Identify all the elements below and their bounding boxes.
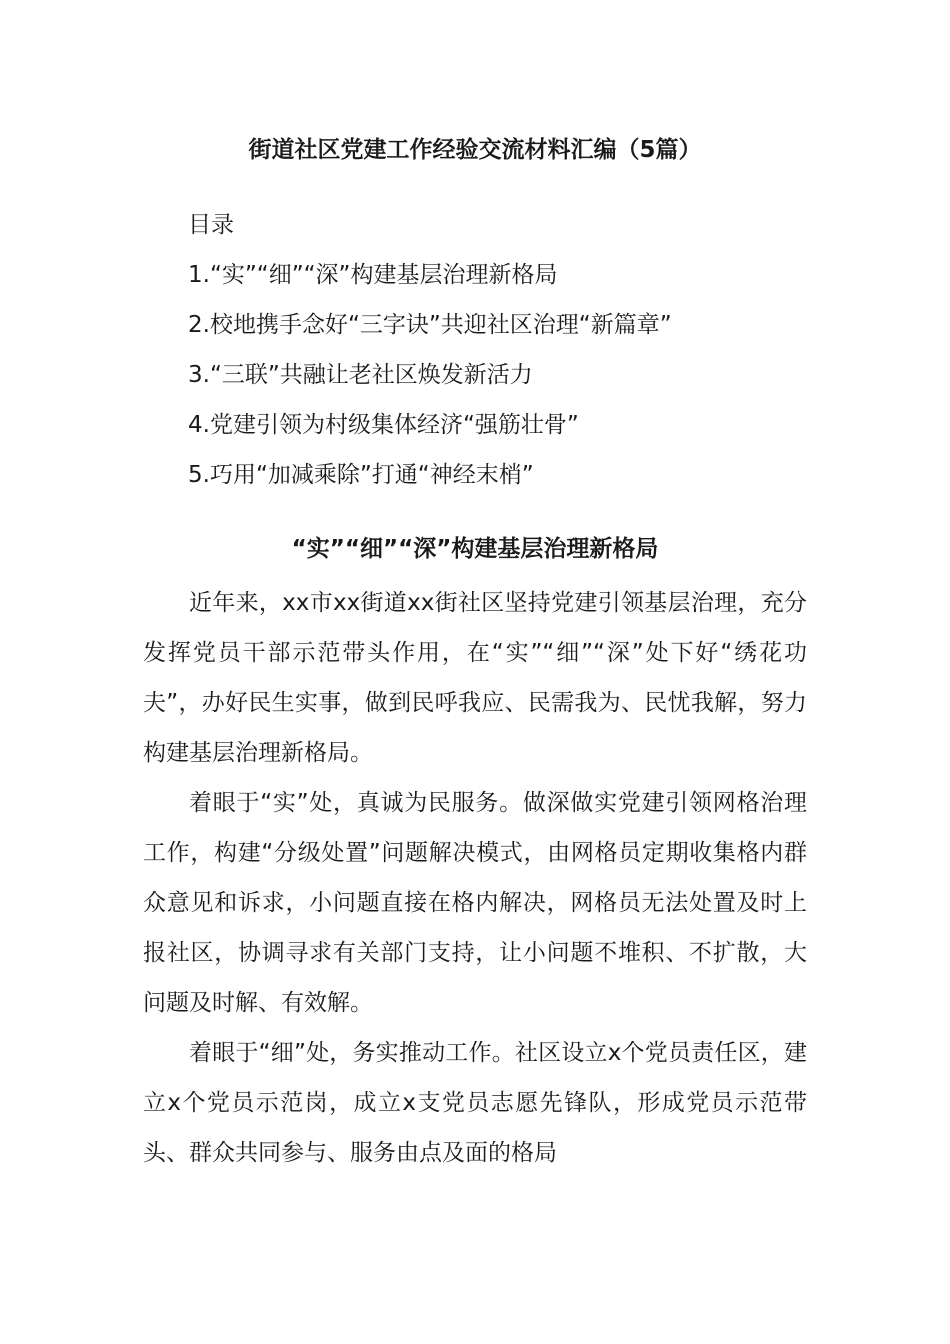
toc-item: 5.巧用“加减乘除”打通“神经末梢” [188,462,534,488]
toc-list [188,257,672,507]
body-text [143,578,807,1178]
toc-item: 2.校地携手念好“三字诀”共迎社区治理“新篇章” [188,312,672,338]
paragraph: 近年来，xx市xx街道xx街社区坚持党建引领基层治理，充分发挥党员干部示范带头作用，在“实”“细”“深”处下好“绣花功夫”，办好民生实事，做到民呼我应、民需我为、民忧我解，努力构建基层治理新格局。 [143,590,807,766]
toc-item: 4.党建引领为村级集体经济“强筋壮骨” [188,412,579,438]
paragraph: 着眼于“实”处，真诚为民服务。做深做实党建引领网格治理工作，构建“分级处置”问题解决模式，由网格员定期收集格内群众意见和诉求，小问题直接在格内解决，网格员无法处置及时上报社区，协调寻求有关部门支持，让小问题不堆积、不扩散，大问题及时解、有效解。 [143,790,807,1016]
section-title: “实”“细”“深”构建基层治理新格局 [291,536,659,562]
paragraph: 着眼于“细”处，务实推动工作。社区设立x个党员责任区，建立x个党员示范岗，成立x支党员志愿先锋队，形成党员示范带头、群众共同参与、服务由点及面的格局 [143,1040,807,1166]
document-title: 街道社区党建工作经验交流材料汇编（5篇） [248,137,702,163]
toc-item: 3.“三联”共融让老社区焕发新活力 [188,362,533,388]
toc-item: 1.“实”“细”“深”构建基层治理新格局 [188,262,558,288]
toc-heading: 目录 [188,212,234,238]
